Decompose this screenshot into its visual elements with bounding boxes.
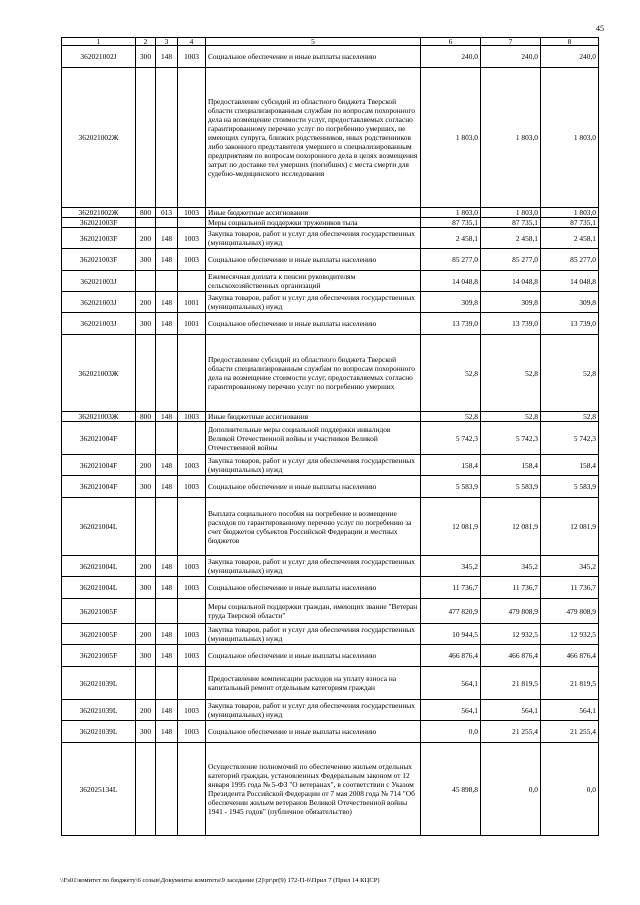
kcsr-code-cell: 362021002Ж	[62, 68, 136, 208]
table-row	[62, 455, 599, 476]
amount-col6-cell: 5 742,3	[421, 422, 481, 455]
kcsr-code-cell: 362021003Ж	[62, 335, 136, 412]
admin-code-cell	[156, 422, 178, 455]
kcsr-code-cell: 362021003Ж	[62, 412, 136, 422]
vr-code-cell	[136, 498, 156, 556]
admin-code-cell: 148	[156, 624, 178, 645]
amount-col7-cell: 345,2	[481, 556, 541, 577]
amount-col6-cell: 11 736,7	[421, 577, 481, 599]
kcsr-code-cell: 362021004F	[62, 422, 136, 455]
amount-col7-cell: 309,8	[481, 292, 541, 313]
table-row	[62, 743, 599, 836]
amount-col6-cell: 1 803,0	[421, 208, 481, 218]
amount-col6-cell: 52,8	[421, 335, 481, 412]
amount-col6-cell: 564,1	[421, 667, 481, 700]
amount-col8-cell: 1 803,0	[541, 208, 599, 218]
page-number: 45	[596, 24, 604, 33]
vr-code-cell: 300	[136, 645, 156, 667]
admin-code-cell	[156, 68, 178, 208]
kcsr-code-cell: 362021003F	[62, 218, 136, 228]
section-code-cell: 1003	[178, 556, 206, 577]
admin-code-cell	[156, 271, 178, 292]
kcsr-code-cell: 362021004L	[62, 498, 136, 556]
amount-col8-cell: 12 932,5	[541, 624, 599, 645]
table-row	[62, 721, 599, 743]
section-code-cell	[178, 667, 206, 700]
amount-col7-cell: 564,1	[481, 700, 541, 721]
kcsr-code-cell: 362021003J	[62, 313, 136, 335]
description-cell: Социальное обеспечение и иные выплаты населению	[206, 46, 421, 68]
table-row	[62, 271, 599, 292]
amount-col7-cell: 2 458,1	[481, 228, 541, 249]
amount-col8-cell: 5 742,3	[541, 422, 599, 455]
amount-col6-cell: 10 944,5	[421, 624, 481, 645]
amount-col8-cell: 240,0	[541, 46, 599, 68]
amount-col6-cell: 13 739,0	[421, 313, 481, 335]
vr-code-cell: 300	[136, 313, 156, 335]
vr-code-cell	[136, 667, 156, 700]
amount-col6-cell: 14 048,8	[421, 271, 481, 292]
table-row	[62, 577, 599, 599]
section-code-cell	[178, 422, 206, 455]
amount-col7-cell: 1 803,0	[481, 68, 541, 208]
amount-col6-cell: 564,1	[421, 700, 481, 721]
description-cell: Предоставление компенсации расходов на уплату взноса на капитальный ремонт отдельным категориям граждан	[206, 667, 421, 700]
amount-col6-cell: 158,4	[421, 455, 481, 476]
table-row	[62, 68, 599, 208]
description-cell: Иные бюджетные ассигнования	[206, 412, 421, 422]
admin-code-cell: 148	[156, 721, 178, 743]
amount-col7-cell: 21 819,5	[481, 667, 541, 700]
admin-code-cell: 148	[156, 645, 178, 667]
section-code-cell	[178, 599, 206, 624]
section-code-cell	[178, 218, 206, 228]
admin-code-cell	[156, 599, 178, 624]
amount-col6-cell: 466 876,4	[421, 645, 481, 667]
vr-code-cell: 300	[136, 577, 156, 599]
section-code-cell	[178, 498, 206, 556]
table-row	[62, 667, 599, 700]
amount-col8-cell: 21 819,5	[541, 667, 599, 700]
amount-col7-cell: 1 803,0	[481, 208, 541, 218]
vr-code-cell: 200	[136, 228, 156, 249]
table-row	[62, 249, 599, 271]
amount-col6-cell: 345,2	[421, 556, 481, 577]
amount-col8-cell: 11 736,7	[541, 577, 599, 599]
vr-code-cell	[136, 743, 156, 836]
kcsr-code-cell: 362021039L	[62, 700, 136, 721]
admin-code-cell: 148	[156, 292, 178, 313]
amount-col7-cell: 14 048,8	[481, 271, 541, 292]
kcsr-code-cell: 362021004L	[62, 556, 136, 577]
table-row	[62, 46, 599, 68]
amount-col7-cell: 52,8	[481, 335, 541, 412]
header-cell: 3	[156, 38, 178, 46]
section-code-cell: 1001	[178, 292, 206, 313]
section-code-cell: 1003	[178, 46, 206, 68]
table-row	[62, 292, 599, 313]
admin-code-cell	[156, 498, 178, 556]
vr-code-cell: 800	[136, 412, 156, 422]
vr-code-cell: 300	[136, 249, 156, 271]
vr-code-cell: 300	[136, 476, 156, 498]
amount-col8-cell: 158,4	[541, 455, 599, 476]
description-cell: Предоставление субсидий из областного бюджета Тверской области специализированным службам по вопросам похоронного дела на возмещение стоимости услуг, предоставляемых согласно гарантированному перечню услуг по погребению умерших, не имеющих супруга, близких родственников, иных родственников либо законного представителя умершего и специализированным предприятиям по вопросам похоронного дела в целях возмещения затрат по доставке тел умерших (погибших) с места смерти для судебно-медицинского исследования	[206, 68, 421, 208]
admin-code-cell: 148	[156, 455, 178, 476]
header-row	[62, 38, 599, 46]
description-cell: Предоставление субсидий из областного бюджета Тверской области специализированным службам по вопросам похоронного дела на возмещение стоимости услуг, предоставляемых согласно гарантированному перечню услуг по погребению умерших	[206, 335, 421, 412]
amount-col8-cell: 87 735,1	[541, 218, 599, 228]
amount-col8-cell: 85 277,0	[541, 249, 599, 271]
amount-col8-cell: 0,0	[541, 743, 599, 836]
description-cell: Закупка товаров, работ и услуг для обеспечения государственных (муниципальных) нужд	[206, 292, 421, 313]
header-cell: 1	[62, 38, 136, 46]
vr-code-cell	[136, 599, 156, 624]
section-code-cell: 1001	[178, 313, 206, 335]
admin-code-cell: 148	[156, 228, 178, 249]
description-cell: Социальное обеспечение и иные выплаты населению	[206, 645, 421, 667]
description-cell: Закупка товаров, работ и услуг для обеспечения государственных (муниципальных) нужд	[206, 556, 421, 577]
amount-col7-cell: 466 876,4	[481, 645, 541, 667]
footer-path: \\Fs01\комитет по бюджету\6 созыв\Документы комитета\9 заседание (2)\pr\pr(9) 172-П-6\Прил 7 (Прил 14 КЦСР)	[60, 877, 380, 884]
admin-code-cell: 148	[156, 556, 178, 577]
description-cell: Ежемесячная доплата к пенсии руководителям сельскохозяйственных организаций	[206, 271, 421, 292]
vr-code-cell	[136, 335, 156, 412]
table-row	[62, 645, 599, 667]
amount-col7-cell: 87 735,1	[481, 218, 541, 228]
table-row	[62, 599, 599, 624]
admin-code-cell	[156, 335, 178, 412]
description-cell: Закупка товаров, работ и услуг для обеспечения государственных (муниципальных) нужд	[206, 228, 421, 249]
section-code-cell: 1003	[178, 412, 206, 422]
table-row	[62, 422, 599, 455]
table-row	[62, 556, 599, 577]
section-code-cell: 1003	[178, 700, 206, 721]
amount-col7-cell: 12 081,9	[481, 498, 541, 556]
kcsr-code-cell: 362021004F	[62, 455, 136, 476]
section-code-cell: 1003	[178, 228, 206, 249]
kcsr-code-cell: 362021039L	[62, 721, 136, 743]
amount-col8-cell: 479 808,9	[541, 599, 599, 624]
section-code-cell: 1003	[178, 577, 206, 599]
amount-col8-cell: 5 583,9	[541, 476, 599, 498]
description-cell: Социальное обеспечение и иные выплаты населению	[206, 577, 421, 599]
section-code-cell	[178, 743, 206, 836]
admin-code-cell: 148	[156, 313, 178, 335]
amount-col8-cell: 52,8	[541, 412, 599, 422]
section-code-cell: 1003	[178, 455, 206, 476]
budget-table	[61, 37, 599, 836]
amount-col7-cell: 0,0	[481, 743, 541, 836]
header-cell: 2	[136, 38, 156, 46]
amount-col8-cell: 13 739,0	[541, 313, 599, 335]
vr-code-cell	[136, 422, 156, 455]
description-cell: Осуществление полномочий по обеспечению жильем отдельных категорий граждан, установленных Федеральным законом от 12 января 1995 года № 5-ФЗ "О ветеранах", в соответствии с Указом Президента Российской Федерации от 7 мая 2008 года № 714 "Об обеспечении жильем ветеранов Великой Отечественной войны 1941 - 1945 годов" (публичное обязательство)	[206, 743, 421, 836]
amount-col6-cell: 52,8	[421, 412, 481, 422]
kcsr-code-cell: 362021002Ж	[62, 208, 136, 218]
vr-code-cell	[136, 68, 156, 208]
amount-col8-cell: 345,2	[541, 556, 599, 577]
amount-col8-cell: 12 081,9	[541, 498, 599, 556]
amount-col8-cell: 466 876,4	[541, 645, 599, 667]
vr-code-cell: 300	[136, 46, 156, 68]
section-code-cell	[178, 68, 206, 208]
section-code-cell: 1003	[178, 645, 206, 667]
amount-col8-cell: 2 458,1	[541, 228, 599, 249]
table-row	[62, 624, 599, 645]
table-row	[62, 700, 599, 721]
amount-col7-cell: 21 255,4	[481, 721, 541, 743]
description-cell: Социальное обеспечение и иные выплаты населению	[206, 476, 421, 498]
description-cell: Социальное обеспечение и иные выплаты населению	[206, 721, 421, 743]
description-cell: Закупка товаров, работ и услуг для обеспечения государственных (муниципальных) нужд	[206, 700, 421, 721]
kcsr-code-cell: 362021003J	[62, 271, 136, 292]
kcsr-code-cell: 362025134L	[62, 743, 136, 836]
amount-col7-cell: 5 742,3	[481, 422, 541, 455]
kcsr-code-cell: 362021003F	[62, 228, 136, 249]
amount-col7-cell: 158,4	[481, 455, 541, 476]
vr-code-cell: 300	[136, 721, 156, 743]
admin-code-cell: 148	[156, 700, 178, 721]
description-cell: Меры социальной поддержки граждан, имеющих звание "Ветеран труда Тверской области"	[206, 599, 421, 624]
table-row	[62, 335, 599, 412]
kcsr-code-cell: 362021004F	[62, 476, 136, 498]
kcsr-code-cell: 362021005F	[62, 599, 136, 624]
kcsr-code-cell: 362021005F	[62, 645, 136, 667]
table-row	[62, 476, 599, 498]
section-code-cell: 1003	[178, 721, 206, 743]
amount-col6-cell: 12 081,9	[421, 498, 481, 556]
section-code-cell: 1003	[178, 208, 206, 218]
header-cell: 7	[481, 38, 541, 46]
admin-code-cell: 148	[156, 412, 178, 422]
section-code-cell: 1003	[178, 476, 206, 498]
amount-col6-cell: 1 803,0	[421, 68, 481, 208]
amount-col6-cell: 87 735,1	[421, 218, 481, 228]
header-cell: 6	[421, 38, 481, 46]
vr-code-cell: 200	[136, 292, 156, 313]
vr-code-cell: 200	[136, 624, 156, 645]
amount-col8-cell: 52,8	[541, 335, 599, 412]
kcsr-code-cell: 362021003F	[62, 249, 136, 271]
table-row	[62, 228, 599, 249]
table-row	[62, 313, 599, 335]
amount-col8-cell: 1 803,0	[541, 68, 599, 208]
kcsr-code-cell: 362021005F	[62, 624, 136, 645]
admin-code-cell	[156, 218, 178, 228]
amount-col7-cell: 5 583,9	[481, 476, 541, 498]
admin-code-cell: 148	[156, 577, 178, 599]
description-cell: Закупка товаров, работ и услуг для обеспечения государственных (муниципальных) нужд	[206, 624, 421, 645]
admin-code-cell	[156, 743, 178, 836]
description-cell: Социальное обеспечение и иные выплаты населению	[206, 313, 421, 335]
amount-col7-cell: 13 739,0	[481, 313, 541, 335]
amount-col8-cell: 14 048,8	[541, 271, 599, 292]
amount-col6-cell: 240,0	[421, 46, 481, 68]
kcsr-code-cell: 362021003J	[62, 292, 136, 313]
amount-col6-cell: 0,0	[421, 721, 481, 743]
vr-code-cell	[136, 271, 156, 292]
header-cell: 5	[206, 38, 421, 46]
vr-code-cell: 200	[136, 455, 156, 476]
section-code-cell	[178, 335, 206, 412]
amount-col8-cell: 309,8	[541, 292, 599, 313]
amount-col8-cell: 564,1	[541, 700, 599, 721]
amount-col7-cell: 11 736,7	[481, 577, 541, 599]
kcsr-code-cell: 362021002J	[62, 46, 136, 68]
admin-code-cell: 148	[156, 476, 178, 498]
vr-code-cell: 200	[136, 556, 156, 577]
amount-col6-cell: 477 820,9	[421, 599, 481, 624]
description-cell: Закупка товаров, работ и услуг для обеспечения государственных (муниципальных) нужд	[206, 455, 421, 476]
amount-col8-cell: 21 255,4	[541, 721, 599, 743]
amount-col6-cell: 85 277,0	[421, 249, 481, 271]
table-row	[62, 218, 599, 228]
table-row	[62, 498, 599, 556]
section-code-cell	[178, 271, 206, 292]
description-cell: Социальное обеспечение и иные выплаты населению	[206, 249, 421, 271]
header-cell: 4	[178, 38, 206, 46]
table-row	[62, 208, 599, 218]
vr-code-cell	[136, 218, 156, 228]
description-cell: Дополнительные меры социальной поддержки инвалидов Великой Отечественной войны и участников Великой Отечественной войны	[206, 422, 421, 455]
admin-code-cell: 148	[156, 46, 178, 68]
admin-code-cell	[156, 667, 178, 700]
amount-col7-cell: 479 808,9	[481, 599, 541, 624]
amount-col6-cell: 5 583,9	[421, 476, 481, 498]
description-cell: Меры социальной поддержки тружеников тыла	[206, 218, 421, 228]
vr-code-cell: 800	[136, 208, 156, 218]
header-cell: 8	[541, 38, 599, 46]
amount-col7-cell: 12 932,5	[481, 624, 541, 645]
admin-code-cell: 148	[156, 249, 178, 271]
section-code-cell: 1003	[178, 624, 206, 645]
section-code-cell: 1003	[178, 249, 206, 271]
amount-col6-cell: 45 898,8	[421, 743, 481, 836]
kcsr-code-cell: 362021039L	[62, 667, 136, 700]
description-cell: Иные бюджетные ассигнования	[206, 208, 421, 218]
vr-code-cell: 200	[136, 700, 156, 721]
table-row	[62, 412, 599, 422]
amount-col6-cell: 309,8	[421, 292, 481, 313]
amount-col7-cell: 85 277,0	[481, 249, 541, 271]
amount-col7-cell: 52,8	[481, 412, 541, 422]
amount-col6-cell: 2 458,1	[421, 228, 481, 249]
admin-code-cell: 013	[156, 208, 178, 218]
description-cell: Выплата социального пособия на погребение и возмещение расходов по гарантированному перечню услуг по погребению за счет бюджетов субъектов Российской Федерации и местных бюджетов	[206, 498, 421, 556]
amount-col7-cell: 240,0	[481, 46, 541, 68]
kcsr-code-cell: 362021004L	[62, 577, 136, 599]
